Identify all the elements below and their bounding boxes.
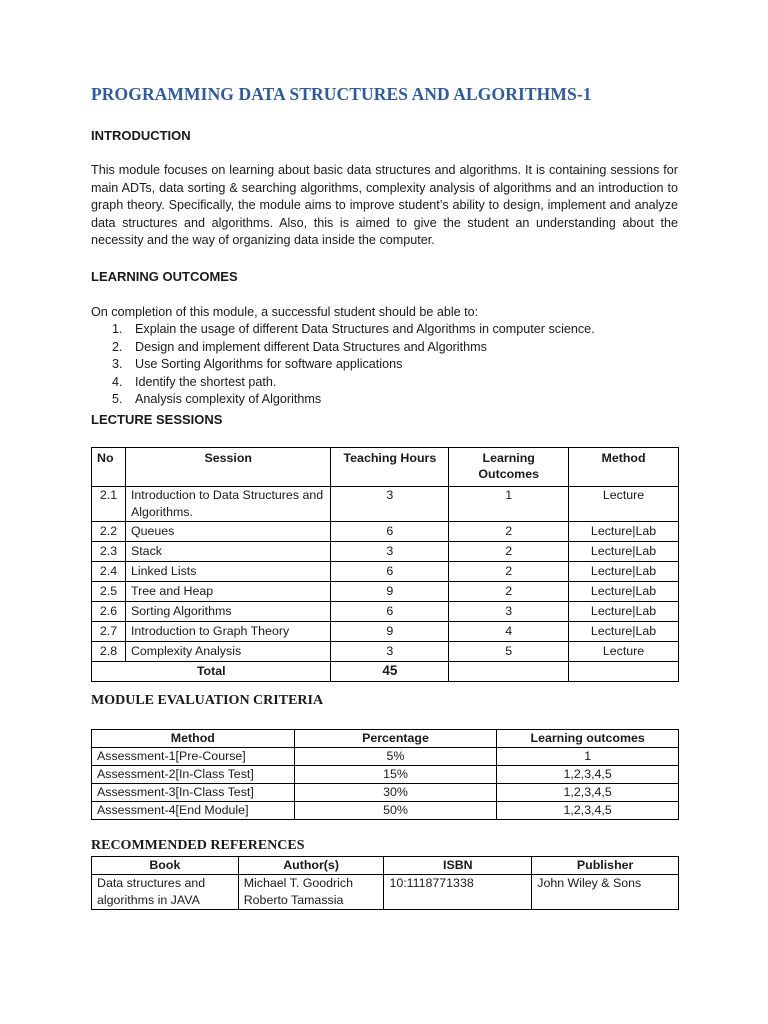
teaching-hours: 3 [331, 642, 449, 662]
session-number: 2.6 [92, 602, 126, 622]
list-item-number: 5. [112, 392, 123, 407]
references-heading: RECOMMENDED REFERENCES [91, 838, 305, 853]
evaluation-table [91, 729, 679, 820]
session-method: Lecture|Lab [569, 522, 679, 542]
list-item-text: Identify the shortest path. [135, 374, 277, 389]
table-row [92, 622, 679, 642]
list-item [91, 391, 595, 409]
list-item-text: Explain the usage of different Data Structures and Algorithms in computer science. [135, 322, 595, 336]
list-item [91, 339, 595, 357]
session-method: Lecture|Lab [569, 602, 679, 622]
assessment-outcomes: 1,2,3,4,5 [497, 802, 679, 820]
assessment-percentage: 5% [294, 748, 497, 766]
learning-outcomes: 2 [449, 582, 569, 602]
table-row [92, 602, 679, 622]
session-number: 2.1 [92, 487, 126, 522]
assessment-percentage: 30% [294, 784, 497, 802]
table-row [92, 582, 679, 602]
session-name: Introduction to Graph Theory [125, 622, 331, 642]
reference-author: Michael T. Goodrich [243, 876, 353, 890]
table-header-row [92, 448, 679, 487]
column-header-teaching-hours: Teaching Hours [331, 448, 449, 487]
column-header-method: Method [569, 448, 679, 487]
table-row [92, 766, 679, 784]
lecture-sessions-table [91, 447, 679, 682]
assessment-method: Assessment-3[In-Class Test] [92, 784, 295, 802]
total-label: Total [92, 662, 331, 682]
table-row [92, 784, 679, 802]
learning-outcomes: 1 [449, 487, 569, 522]
reference-isbn: 10:1118771338 [384, 875, 532, 910]
empty-cell [569, 662, 679, 682]
empty-cell [449, 662, 569, 682]
table-row [92, 487, 679, 522]
list-item-text: Design and implement different Data Structures and Algorithms [135, 339, 487, 354]
learning-outcomes-heading: LEARNING OUTCOMES [91, 269, 238, 284]
session-method: Lecture|Lab [569, 622, 679, 642]
assessment-method: Assessment-4[End Module] [92, 802, 295, 820]
column-header-publisher: Publisher [532, 857, 679, 875]
lecture-sessions-heading: LECTURE SESSIONS [91, 412, 223, 427]
assessment-method: Assessment-1[Pre-Course] [92, 748, 295, 766]
column-header-session: Session [125, 448, 331, 487]
assessment-outcomes: 1,2,3,4,5 [497, 766, 679, 784]
list-item-text: Analysis complexity of Algorithms [135, 392, 322, 407]
teaching-hours: 9 [331, 582, 449, 602]
session-name: Queues [125, 522, 331, 542]
session-name: Introduction to Data Structures and Algorithms. [125, 487, 331, 522]
reference-authors [238, 875, 384, 910]
introduction-heading: INTRODUCTION [91, 128, 191, 143]
table-row [92, 802, 679, 820]
reference-publisher: John Wiley & Sons [532, 875, 679, 910]
teaching-hours: 9 [331, 622, 449, 642]
learning-outcomes: 5 [449, 642, 569, 662]
column-header-percentage: Percentage [294, 730, 497, 748]
teaching-hours: 6 [331, 522, 449, 542]
table-row [92, 522, 679, 542]
column-header-learning-outcomes: Learning Outcomes [449, 448, 569, 487]
session-number: 2.2 [92, 522, 126, 542]
session-method: Lecture|Lab [569, 582, 679, 602]
teaching-hours: 6 [331, 602, 449, 622]
reference-book: Data structures and algorithms in JAVA [92, 875, 239, 910]
document-title: PROGRAMMING DATA STRUCTURES AND ALGORITHMS-1 [91, 84, 592, 104]
introduction-text: This module focuses on learning about basic data structures and algorithms. It is containing sessions for main ADTs, data sorting & searching algorithms, complexity analysis of algorithms and an introduction to graph theory. Specifically, the module aims to improve student’s ability to design, implement and analyze data structures and algorithms. Also, this is aimed to give the student an understanding about the necessity and the way of organizing data inside the computer. [91, 163, 678, 248]
session-number: 2.5 [92, 582, 126, 602]
list-item-number: 2. [112, 339, 123, 354]
session-name: Stack [125, 542, 331, 562]
assessment-percentage: 50% [294, 802, 497, 820]
list-item-number: 4. [112, 374, 123, 389]
session-method: Lecture [569, 487, 679, 522]
list-item [91, 321, 595, 339]
learning-outcomes: 3 [449, 602, 569, 622]
assessment-method: Assessment-2[In-Class Test] [92, 766, 295, 784]
assessment-percentage: 15% [294, 766, 497, 784]
list-item-number: 1. [112, 322, 123, 336]
session-method: Lecture|Lab [569, 542, 679, 562]
learning-outcomes: 2 [449, 542, 569, 562]
evaluation-heading: MODULE EVALUATION CRITERIA [91, 693, 324, 708]
session-name: Linked Lists [125, 562, 331, 582]
reference-author: Roberto Tamassia [243, 893, 344, 907]
list-item-text: Use Sorting Algorithms for software applications [135, 357, 403, 372]
table-total-row [92, 662, 679, 682]
session-number: 2.7 [92, 622, 126, 642]
teaching-hours: 6 [331, 562, 449, 582]
session-number: 2.3 [92, 542, 126, 562]
list-item-number: 3. [112, 357, 123, 372]
assessment-outcomes: 1,2,3,4,5 [497, 784, 679, 802]
session-number: 2.8 [92, 642, 126, 662]
session-method: Lecture [569, 642, 679, 662]
list-item [91, 356, 595, 374]
assessment-outcomes: 1 [497, 748, 679, 766]
learning-outcomes: 2 [449, 522, 569, 542]
column-header-no: No [92, 448, 126, 487]
table-header-row [92, 730, 679, 748]
table-row [92, 748, 679, 766]
session-method: Lecture|Lab [569, 562, 679, 582]
session-name: Complexity Analysis [125, 642, 331, 662]
teaching-hours: 3 [331, 487, 449, 522]
table-row [92, 562, 679, 582]
learning-outcomes-lead: On completion of this module, a successful student should be able to: [91, 305, 479, 319]
column-header-isbn: ISBN [384, 857, 532, 875]
session-name: Tree and Heap [125, 582, 331, 602]
column-header-book: Book [92, 857, 239, 875]
table-row [92, 642, 679, 662]
column-header-learning-outcomes: Learning outcomes [497, 730, 679, 748]
table-row [92, 875, 679, 910]
learning-outcomes: 4 [449, 622, 569, 642]
list-item [91, 374, 595, 392]
references-table [91, 856, 679, 910]
table-row [92, 542, 679, 562]
session-number: 2.4 [92, 562, 126, 582]
column-header-authors: Author(s) [238, 857, 384, 875]
total-hours: 45 [331, 662, 449, 682]
column-header-method: Method [92, 730, 295, 748]
learning-outcomes: 2 [449, 562, 569, 582]
learning-outcomes-list [91, 321, 595, 409]
teaching-hours: 3 [331, 542, 449, 562]
session-name: Sorting Algorithms [125, 602, 331, 622]
table-header-row [92, 857, 679, 875]
